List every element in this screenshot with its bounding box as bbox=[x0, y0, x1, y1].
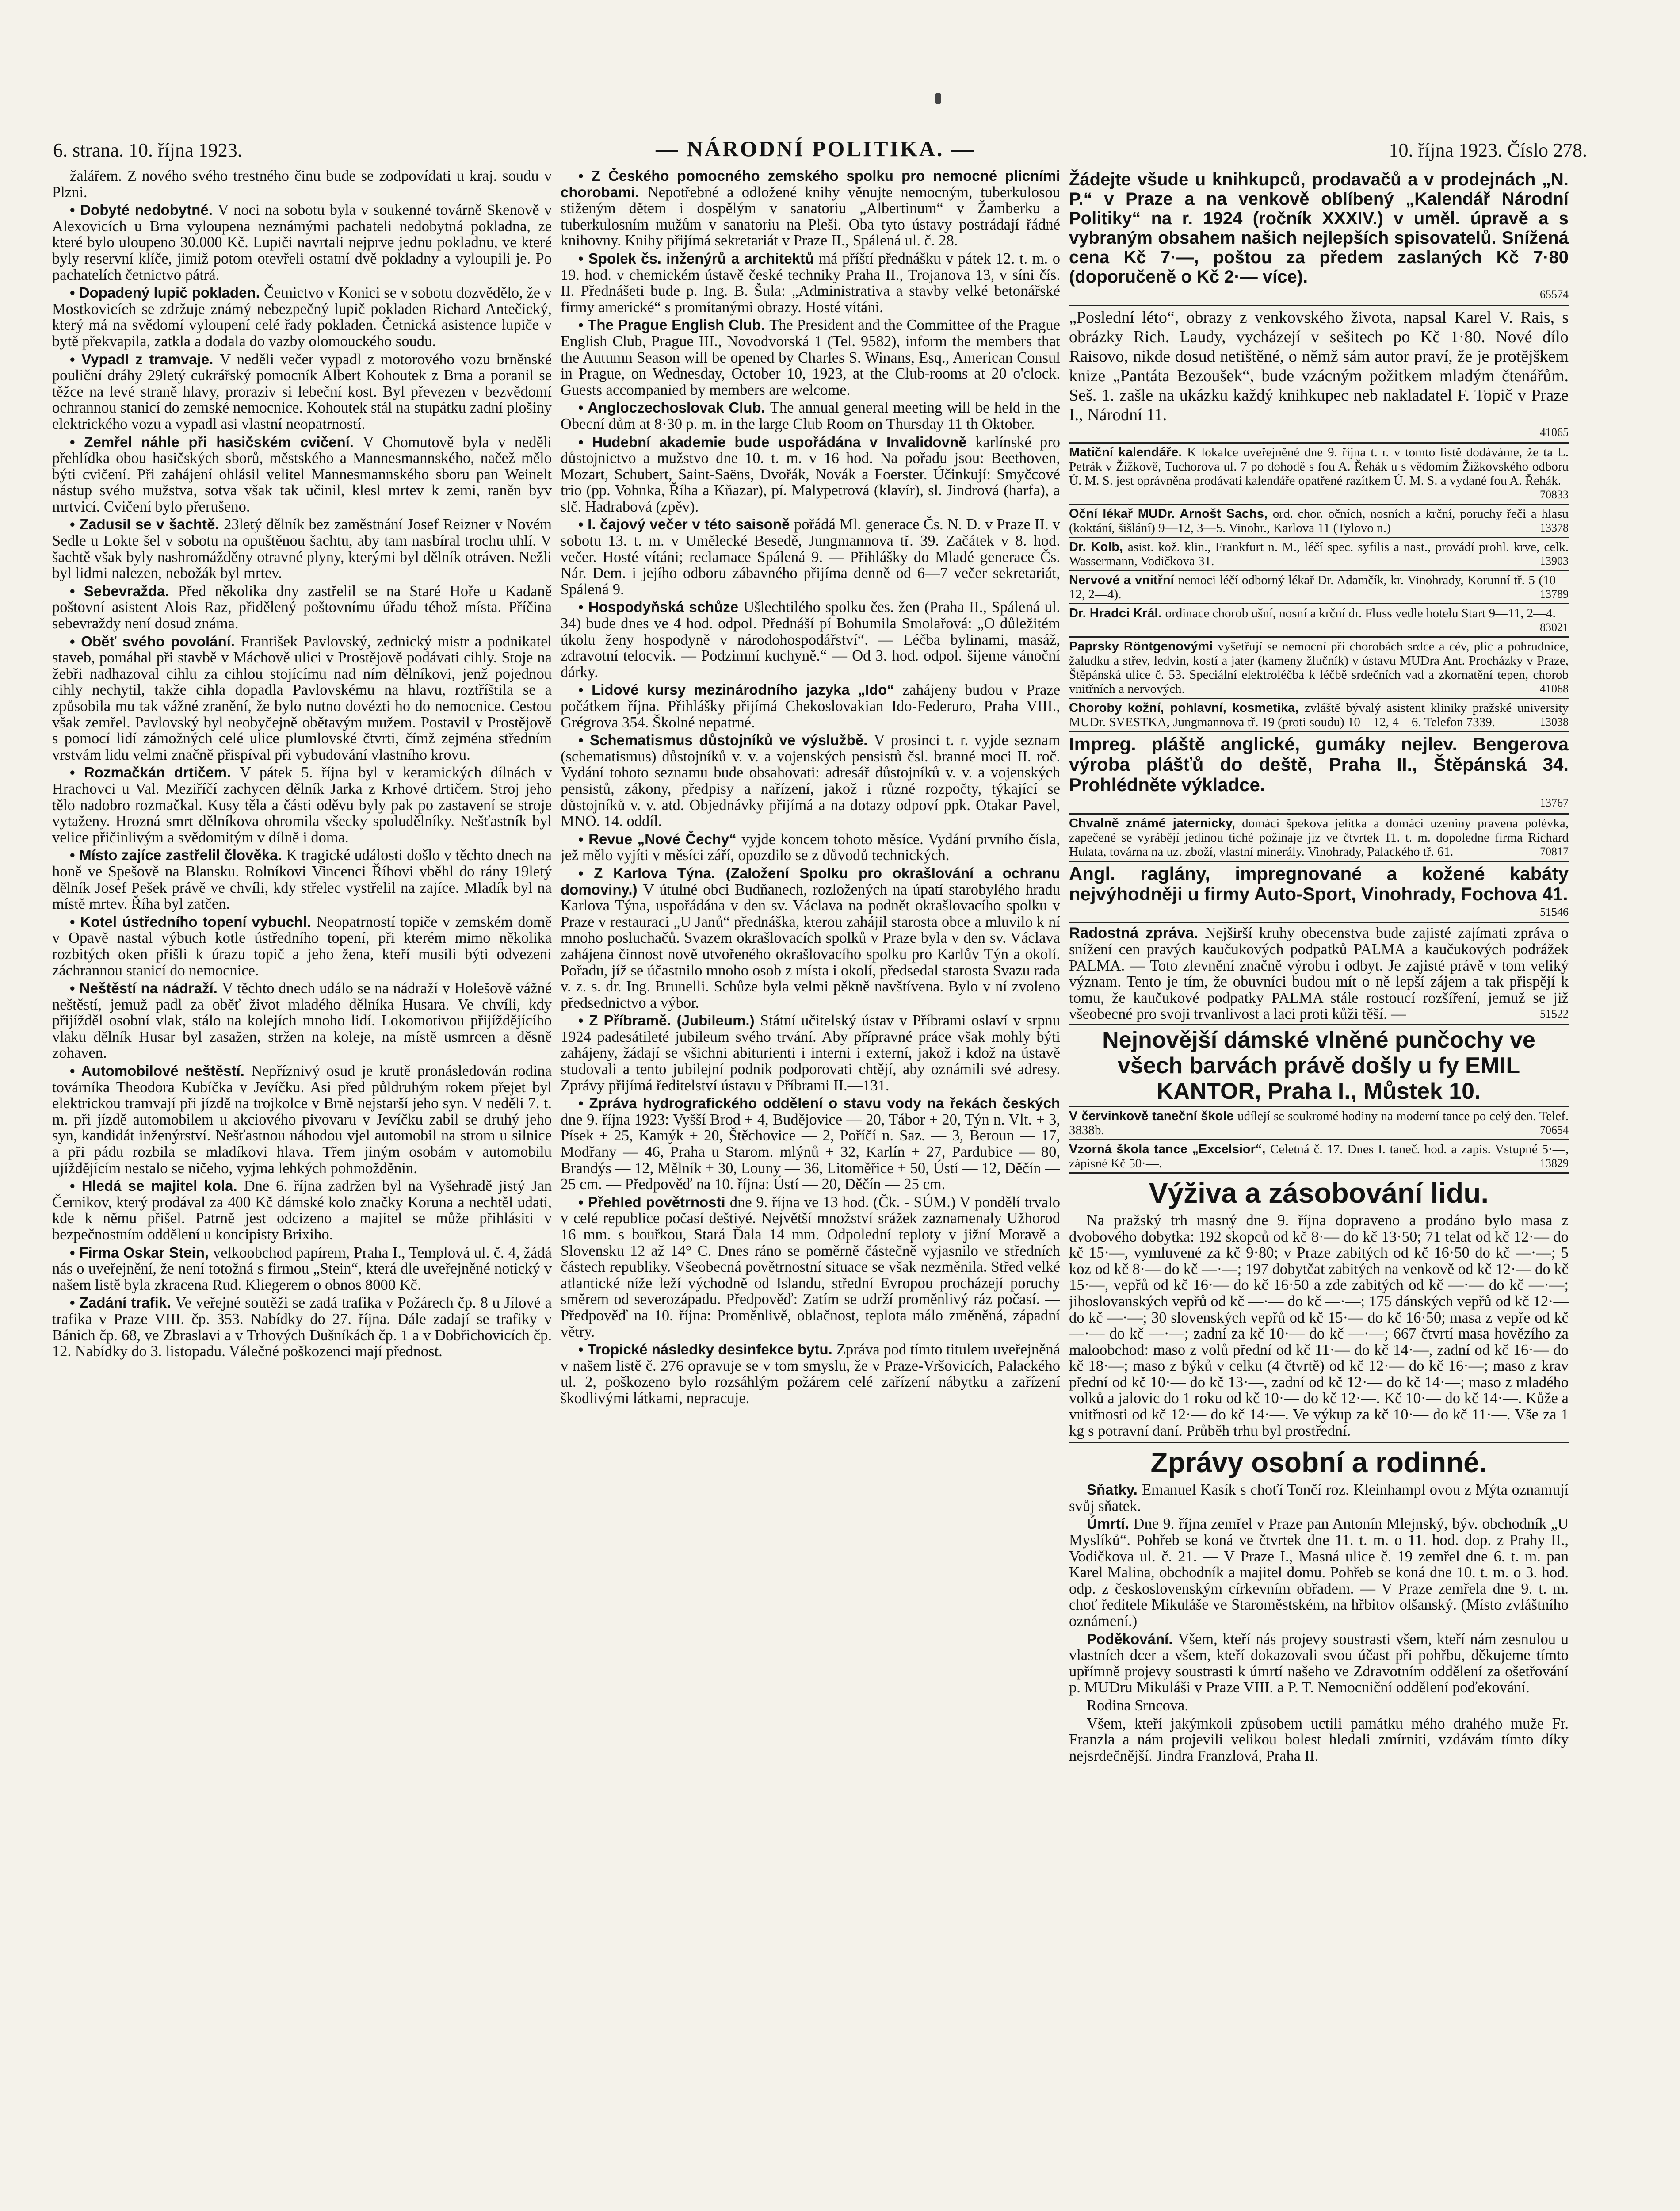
news-item-text: karlínské pro důstojnictvo a mužstvo dne 10. t. m. v 16 hod. Na pořadu jsou: Beethoven, Mozart, Schubert, Saint-Saëns, Dvořák, Novák a Foerster. Účinkují: Smyčcové trio (pp. Vohnka, Říha a Kňazar), pí. Malypetrová (klavír), sl. Jindrová (harfa), a slč. Hadrabová (zpěv). bbox=[561, 433, 1060, 515]
news-item-text: K lokalce uveřejněné dne 9. října t. r. v tomto listě dodáváme, že ta L. Petrák v Žižkově, Tuchorova ul. 7 po dohodě s fou A. Řehák u s vědomím Žižkovského odboru Ú. M. S. jest oprávněna prodávati kalendáře opatřené razítkem Ú. M. S. a vydané fou A. Řehák. bbox=[1069, 445, 1569, 488]
column-1 bbox=[52, 168, 552, 2211]
news-item bbox=[561, 599, 1060, 680]
news-item-title: • Hospodyňská schůze bbox=[578, 599, 744, 616]
news-item-text: Před několika dny zastřelil se na Staré Hoře u Kadaně poštovní asistent Alois Raz, přidělený poštovnímu úřadu téhož místa. Příčina sebevraždy není dosud známa. bbox=[52, 582, 552, 632]
dance-ads bbox=[1069, 1109, 1569, 1174]
news-item-title: V červinkově taneční škole bbox=[1069, 1109, 1238, 1123]
news-item-text: K tragické události došlo v těchto dnech na honě ve Spešově na Blansku. Rolníkovi Vincenci Říhovi vběhl do rány 19letý dělník Josef Pešek právě ve chvíli, kdy střelec vystřelil na zajíce. Mladík byl na místě mrtev. Říha byl zatčen. bbox=[52, 847, 552, 913]
personal-news bbox=[1069, 1482, 1569, 1764]
news-item-text: Všem, kteří jakýmkoli způsobem uctili památku mého drahého muže Fr. Franzla a nám projevili velikou bolest hledali zmírniti, vzdávám tímto díky nejsrdečnější. Jindra Franzlová, Praha II. bbox=[1069, 1715, 1569, 1764]
news-item-text: V neděli večer vypadl z motorového vozu brněnské pouliční dráhy 29letý cukrářský pomocník Albert Kohoutek z Brna a poranil se těžce na levé straně hlavy, proraziv si lebeční kost. Byl převezen v bezvědomí ochrannou stanicí do zemské nemocnice. Kohoutek stál na stupátku zadní plošiny elektrického vozu a vypadl asi vlastní neopatrností. bbox=[52, 351, 552, 432]
header-right: 10. října 1923. Číslo 278. bbox=[1389, 139, 1587, 161]
news-item bbox=[1069, 1716, 1569, 1764]
news-item bbox=[1069, 1631, 1569, 1696]
news-item-title: • Zadusil se v šachtě. bbox=[70, 516, 224, 533]
news-item-text: V Chomutově byla v neděli přehlídka obou hasičských sborů, městského a Mannesmannského, načež mělo býti cvičení. Při zahájení ohlásil velitel Mannesmannského sboru pan Weinelt nástup svého mužstva, sotva však tak učinil, klesl mrtev k zemi, raněn byv mrtvicí. Cvičení bylo přerušeno. bbox=[52, 433, 552, 515]
news-item-title: • Rozmačkán drtičem. bbox=[70, 764, 240, 781]
news-item-text: Dne 6. října zadržen byl na Vyšehradě jistý Jan Černikov, který prodával za 400 Kč dámské kolo značky Koruna a nechtěl udati, kde k němu přišel. Patrně jest odcizeno a majitel se může přihlásiti v bezpečnostním oddělení u koncipisty Brixiho. bbox=[52, 1178, 552, 1243]
news-item bbox=[52, 1295, 552, 1359]
news-item bbox=[561, 251, 1060, 315]
news-item-text: Nepříznivý osud je krutě pronásledován rodina továrníka Theodora Kubíčka v Jevíčku. Asi před půldruhým rokem přejet byl elektrickou tramvají při jízdě na trojkolce v Brně nejstarší jeho syn. V neděli 7. t. m. při jízdě automobilem u akciového pivovaru v Jevíčku zabil se druhý jeho syn, kandidát inženýrství. Nešťastnou náhodou vjel automobil na strom u silnice a při pádu rozbila se mladíkovi hlava. Třem jiným osobám v automobilu ujíždějícím nestalo se ničeho, vyjma lehkých pohmožděnin. bbox=[52, 1063, 552, 1177]
ad-text: domácí špekova jelítka a domácí uzeniny pravena polévka, zapečené se vyrábějí jedinou tiché požinaje jiz ve čtvrtek 11. t. m. dopoledne firma Richard Hulata, továrna na uz. zboží, vlastní minerály. Vinohrady, Palackého tř. 61. bbox=[1069, 816, 1569, 859]
ink-mark bbox=[935, 93, 941, 104]
news-item-title: • The Prague English Club. bbox=[578, 317, 770, 333]
masthead: — NÁRODNÍ POLITIKA. — bbox=[656, 136, 976, 161]
news-item-title: • Firma Oskar Stein, bbox=[70, 1244, 213, 1261]
ad-posledni-leto-text: „Poslední léto“, obrazy z venkovského života, napsal Karel V. Rais, s obrázky Rich. Laudy, vycházejí v sešitech po Kč 1·80. Nové dílo Raisovo, nikde dosud netištěné, o němž sám autor praví, že je protějškem knize „Pantáta Bezoušek“, bude vzácným požitkem mladým čtenářům. Seš. 1. zašle na ukázku každý knihkupec neb nakladatel F. Topič v Praze I., Národní 11. bbox=[1069, 308, 1569, 424]
ad-kalendar bbox=[1069, 170, 1569, 306]
news-item-title: Úmrtí. bbox=[1087, 1515, 1134, 1532]
news-item bbox=[52, 583, 552, 632]
ad-title: Radostná zpráva. bbox=[1069, 925, 1199, 942]
ad-raincoats bbox=[1069, 734, 1569, 815]
news-item-text: Ve veřejné soutěži se zadá trafika v Požárech čp. 8 u Jílové a trafika v Praze VIII. čp. 353. Nabídky do 27. října. Dále zadají se trafiky v Bánich čp. 68, ve Zbraslavi a v Trhových Dušníkách čp. 1 a v Dobřichovicích čp. 12. Nabídky do 3. listopadu. Válečné poškozenci mají přednost. bbox=[52, 1294, 552, 1360]
news-item bbox=[1069, 1109, 1569, 1140]
news-item-title: Vzorná škola tance „Excelsior“, bbox=[1069, 1142, 1271, 1156]
news-item-text: Všem, kteří nás projevy soustrasti všem, kteří nám zesnulou u vlastních dcer a všem, kteří dokazovali svou účast při pohřbu, děkujeme tímto upřímně projevy soustrasti k úmrtí našeho ve Zdravotním oddělení za ošetřování p. MUDru Mikuláši v Praze VIII. a P. T. Nemocniční oddělení poďekování. bbox=[1069, 1630, 1569, 1696]
news-item bbox=[561, 1342, 1060, 1406]
news-item-title: • Tropické následky desinfekce bytu. bbox=[578, 1341, 836, 1358]
news-item-text: V pátek 5. října byl v keramických dílnách v Hrachovci u Val. Meziříčí zachycen dělník Jarka z Krhové drtičem. Stroj jeho tělo nadobro rozmačkal. Kusy těla a části oděvu byly pak po zastavení se stroje vytaženy. Hrozná smrt dělníkova ohromila všecky spoludělníky. Nešťastník byl velice přičinlivým a svědomitým v dílně i doma. bbox=[52, 764, 552, 846]
news-item bbox=[52, 847, 552, 912]
news-item bbox=[1069, 1516, 1569, 1629]
news-item-title: • Revue „Nové Čechy“ bbox=[578, 830, 742, 847]
news-item bbox=[561, 831, 1060, 864]
news-item-title: • Zpráva hydrografického oddělení o stavu vody na řekách českých bbox=[578, 1095, 1060, 1112]
news-item bbox=[52, 516, 552, 581]
news-item-text: Státní učitelský ústav v Příbrami oslaví v srpnu 1924 padesátileté jubileum svého trvání. Aby přípravné práce však mohly býti zahájeny, žádají se všichni abiturienti i interni i externí, jakož i kdož na ústavě studovali a tento jubilejní podnik podporovati chtějí, aby oznámili své adresy. Zprávy přijímá ředitelství ústavu v Příbrami II.—131. bbox=[561, 1012, 1060, 1094]
market-report: Na pražský trh masný dne 9. října dopraveno a prodáno bylo masa z dvobového dobytka: 192 skopců od kč 8·— do kč 13·50; 71 telat od kč 12·— do kč 15·—, vymluvené za kč 9·80; v Praze zabitých od kč 16·50 do kč —·—; 5 koz od kč 8·— do kč —·—; 197 dobytčat zabitých na venkově od kč 12·— do kč 15·—, vepřů od kč 16·— do kč 16·50 a zde zabitých od kč —·— do kč —·—; jihoslovanských vepřů od kč —·— do kč —·—; 175 dánských vepřů od kč 12·— do kč —·—; 30 slovenských vepřů od kč 15·— do kč 16·50; masa z vepře od kč —·— do kč —·—; zadní za kč 10·— do kč —·—; 667 čtvrtí masa hovězího za maloobchod: maso z volů přední od kč 11·— do kč 14·—, zadní od kč 16·— do kč 18·—; maso z býků v celku (4 čtvrtě) od kč 12·— do kč 16·—; maso z krav přední od kč 10·— do kč 13·—, zadní od kč 12·— do kč 14·—; maso z mladého volků a jalovic do 1 roku od kč 10·— do kč 12·—. Kč 10·— do kč 14·—. Kůže a vnitřnosti od kč 12·— do kč 14·—. Ve výkup za kč 10·— do kč 11·—. Vše za 1 kg s potravní daní. Průběh trhu byl prostřední. bbox=[1069, 1212, 1569, 1439]
news-item-text: V útulné obci Budňanech, rozložených na úpatí starobylého hradu Karlova Týna, uspořádána v den sv. Václava na podnět okrašlovacího spolku v Praze v restauraci „U Janů“ přednáška, kterou zahájil starosta obce a mluvilo k ní mnoho posluchačů. Svazem okrašlovacích spolků v Praze byla v den sv. Václava zahájena činnost nově utvořeného okrašlovacího spolku pro Karlův Týn a okolí. Pořadu, jíž se účastnilo mnoho osob z místa i okolí, předsedal starosta Svazu rada v. z. s. dr. Ing. Brunelli. Schůze byla velmi pěkně navštívena. Bylo v ní zvoleno předsednictvo a výbor. bbox=[561, 881, 1060, 1011]
news-item bbox=[1069, 445, 1569, 505]
news-item-title: • Dobyté nedobytné. bbox=[70, 202, 218, 218]
news-item bbox=[52, 634, 552, 763]
ad-kantor-text: Nejnovější dámské vlněné punčochy ve všech barvách právě došly u fy EMIL KANTOR, Praha I., Můstek 10. bbox=[1102, 1027, 1535, 1104]
news-item-text: ord. chor. očních, nosních a krční, poruchy řeči a hlasu (koktání, šišlání) 9—12, 3—5. Vinohr., Karlova 11 (Tylovo n.) bbox=[1069, 507, 1569, 536]
ad-text: Nejširší kruhy obecenstva bude zajisté zajímati zpráva o snížení cen pravých kaučukových podpatků PALMA a kaučukových podrážek PALMA. — Toto zlevnění značně výrobu i odbyt. Je zajisté právě v tom veliký význam. Tento je tím, že obuvníci budou mít o ně lepší zájem a tak přispějí k tomu, že kaučukové podpatky PALMA stále rostoucí rozšíření, jemuž se již všeobecné pro svoji trvanlivost a laci proti kůži těší. — bbox=[1069, 925, 1569, 1023]
news-item-title: Dr. Hradci Král. bbox=[1069, 606, 1165, 621]
news-item-text: udílejí se soukromé hodiny na moderní tance po celý den. Telef. 3838b. bbox=[1069, 1109, 1569, 1137]
news-item bbox=[1069, 1482, 1569, 1514]
news-item bbox=[561, 682, 1060, 731]
column-2 bbox=[561, 168, 1060, 2211]
divider bbox=[1069, 1442, 1569, 1443]
news-item-text: asist. kož. klin., Frankfurt n. M., léčí spec. syfilis a nast., provádí prohl. krve, celk. Wassermann, Vodičkova 31. bbox=[1069, 540, 1569, 569]
news-item-title: Oční lékař MUDr. Arnošt Sachs, bbox=[1069, 507, 1273, 521]
news-item-text: František Pavlovský, zednický mistr a podnikatel staveb, pomáhal při stavbě v Máchově ulici v Prostějově podávati cihly. Stoje na žebři nadhazoval cihlu za cihlou stojícímu nad ním dělníkovi, jenž pojednou cihly nechytil, takže cihla dopadla Pavlovskému na hlavu, roztříštila se a způsobila mu tak vážné zranění, že bylo nutno dovézti ho do nemocnice. Cestou však zemřel. Pavlovský byl neobyčejně obětavým mužem. Postavil v Prostějově s pomocí lidí zámožných celé ulice plumlovské čtvrti, čímž zejména středním vrstvám lidu velmi značně přispíval při vybudování vlastního krovu. bbox=[52, 633, 552, 763]
news-item bbox=[1069, 606, 1569, 638]
news-item-title: Sňatky. bbox=[1087, 1481, 1142, 1498]
news-item-text: vyšetřují se nemocní při chorobách srdce a cév, plic a pohrudnice, žaludku a střev, ledvin, kostí a jater (kameny žlučník) v ústavu MUDra Ant. Procházky v Praze, Štěpánská ulice č. 53. Speciální elektroléčba k léčbě srdečních vad a zkornatění tepen, chorob vnitřních a nervových. bbox=[1069, 639, 1569, 696]
news-item-title: • Sebevražda. bbox=[70, 582, 178, 599]
news-item-text: The President and the Committee of the Prague English Club, Prague III., Novodvorská 1 (Tel. 9582), inform the members that the Autumn Season will be opened by Charles S. Winans, Esq., American Consul in Prague, on Wednesday, October 10, 1923, at the Club-rooms at 20 o'clock. Guests accompanied by members are welcome. bbox=[561, 317, 1060, 398]
news-item bbox=[1069, 1698, 1569, 1714]
news-item-text: dne 9. října ve 13 hod. (Čk. - SÚM.) V pondělí trvalo v celé republice počasí deštivé. Největší množství srážek zaznamenaly Užhorod 16 mm. s bouřkou, Stará Ďala 14 mm. Odpolední teploty v jižní Moravě a Slovensku 12 až 14° C. Dnes ráno se poměrně částečně vyjasnilo ve středních částech republiky. Všeobecná povětrnostní situace se však nezměnila. Střed velké atlantické níže leží východně od Islandu, střední Evropou procházejí poruchy směrem od severozápadu. Předpověď: Zatím se udrží proměnlivý ráz počasí. — Předpověď na 10. října: Proměnlivě, oblačnost, teplota málo změněná, západní větry. bbox=[561, 1193, 1060, 1340]
news-item-text: Ušlechtilého spolku čes. žen (Praha II., Spálená ul. 34) bude dnes ve 4 hod. odpol. Přednáší pí Bohumila Smolařová: „O důležitém úkolu ženy hospodyně v národohospodářství“. — Léčba bylinami, masáž, zdravotní telocvik. — Podzimní kuchyně.“ — Od 3. hod. odpol. šijeme vánoční dárky. bbox=[561, 599, 1060, 681]
news-item bbox=[52, 1063, 552, 1176]
news-item-text: V noci na sobotu byla v soukenné továrně Skenově v Alexovicích u Brna vyloupena neznámými pachateli nedobytná pokladna, ze které bylo uloupeno 30.000 Kč. Lupiči navrtali nejprve jednu pokladnu, ve které byly reservní klíče, jimiž potom otevřeli ostatní dvě pokladny a vyloupili je. Po pachatelích četnictvo pátrá. bbox=[52, 202, 552, 283]
news-item-text: Rodina Srncova. bbox=[1087, 1697, 1188, 1714]
news-item-title: • Z Příbramě. (Jubileum.) bbox=[578, 1012, 760, 1029]
news-item-text: pořádá Ml. generace Čs. N. D. v Praze II. v sobotu 13. t. m. v Umělecké Besedě, Jungmannova tř. 39. Začátek v 8. hod. večer. Hosté vítáni; reclamace Spálená 9. — Přihlášky do Mladé generace Čs. Nár. Dem. i jejího odboru zábavného přijíma denně od 6—7 večer sekretariát, Spálená 9. bbox=[561, 516, 1060, 598]
news-item-text: žalářem. Z nového svého trestného činu bude se zodpovídati u kraj. soudu v Plzni. bbox=[52, 168, 552, 201]
news-item bbox=[561, 168, 1060, 249]
ad-number: 13789 bbox=[1540, 588, 1569, 601]
news-item-text: The annual general meeting will be held in the Obecní dům at 8·30 p. m. in the large Club Room on Thursday 11 th Oktober. bbox=[561, 399, 1060, 432]
news-item-text: nemoci léčí odborný lékař Dr. Adamčík, kr. Vinohrady, Korunní tř. 5 (10—12, 2—4). bbox=[1069, 573, 1569, 602]
news-item bbox=[52, 914, 552, 979]
ad-number: 65574 bbox=[1540, 288, 1569, 301]
ad-title: Chvalně známé jaternicky, bbox=[1069, 816, 1236, 830]
ad-number: 13038 bbox=[1540, 715, 1569, 729]
ad-number: 83021 bbox=[1540, 621, 1569, 634]
news-item-text: Neopatrností topiče v zemském domě v Opavě nastal výbuch kotle ústředního topení, při kterém mimo několika rozbitých oken přišli k úrazu topič a jeho žena, kteří musili býti odvezeni záchrannou stanicí do nemocnice. bbox=[52, 913, 552, 979]
news-item bbox=[561, 732, 1060, 830]
news-item-text: Nepotřebné a odložené knihy věnujte nemocným, tuberkulosou stiženým dětem i dospělým v sanatoriu „Albertinum“ v Žamberku a tuberkulosním mužům v sanatoriu na Pleši. Oba tyto ústavy postrádají řádné knihovny. Knihy přijímá sekretariát v Praze II., Spálená ul. č. 28. bbox=[561, 184, 1060, 249]
news-item bbox=[52, 434, 552, 515]
ad-jaternicky bbox=[1069, 816, 1569, 862]
news-item bbox=[561, 1013, 1060, 1094]
news-item-title: • Hledá se majitel kola. bbox=[70, 1178, 244, 1194]
news-item bbox=[52, 1178, 552, 1243]
news-item bbox=[52, 1245, 552, 1293]
page-header bbox=[53, 130, 1587, 161]
news-item bbox=[561, 434, 1060, 515]
news-item bbox=[561, 516, 1060, 597]
ad-raglany-text: Angl. raglány, impregnované a kožené kabáty nejvýhodněji u firmy Auto-Sport, Vinohrady, Fochova 41. bbox=[1069, 863, 1569, 904]
news-item-text: Zpráva pod tímto titulem uveřejněná v našem listě č. 276 opravuje se v tom smyslu, že v Praze-Vršovicích, Palackého ul. 2, poškozeno bylo rozsáhlým požárem celé zařízení nábytku a zařízení škodlivými látkami, nepracuje. bbox=[561, 1341, 1060, 1407]
news-item-title: • Kotel ústředního topení vybuchl. bbox=[70, 913, 317, 930]
news-item-title: • Spolek čs. inženýrů a architektů bbox=[578, 250, 819, 267]
ad-number: 70654 bbox=[1540, 1123, 1569, 1136]
news-item-title: • Hudební akademie bude uspořádána v Invalidovně bbox=[578, 433, 976, 450]
news-item bbox=[1069, 507, 1569, 538]
news-item-title: • Dopadený lupič pokladen. bbox=[70, 284, 264, 301]
ad-number: 13378 bbox=[1540, 521, 1569, 535]
news-item-text: vyjde koncem tohoto měsíce. Vydání prvního čísla, jež mělo vyjíti v měsíci září, opozdilo se z důvodů technických. bbox=[561, 830, 1060, 864]
news-item-title: • Zadání trafik. bbox=[70, 1294, 176, 1311]
news-item-title: Dr. Kolb, bbox=[1069, 540, 1128, 555]
column-3 bbox=[1069, 168, 1569, 2211]
news-item-title: • Z Českého pomocného zemského spolku pro nemocné plicními chorobami. bbox=[561, 168, 1060, 200]
news-item-text: 23letý dělník bez zaměstnání Josef Reizner v Novém Sedle u Lokte šel v sobotu na opuštěnou šachtu, aby tam nasbíral trochu uhlí. V šachtě však byly nashromážděny otravné plyny, kterými byl dělník otráven. Nežli byl lidmi nalezen, nebožák byl mrtev. bbox=[52, 516, 552, 582]
ad-number: 41068 bbox=[1540, 682, 1569, 696]
news-item bbox=[561, 317, 1060, 398]
news-item-title: • I. čajový večer v této saisoně bbox=[578, 516, 794, 533]
news-item-title: Poděkování. bbox=[1087, 1630, 1178, 1647]
ad-palma bbox=[1069, 925, 1569, 1025]
news-item-text: Emanuel Kasík s choťí Tončí roz. Kleinhampl ovou z Mýta oznamují svůj sňatek. bbox=[1069, 1481, 1569, 1515]
news-item bbox=[561, 865, 1060, 1011]
news-item-title: • Místo zajíce zastřelil člověka. bbox=[70, 847, 286, 864]
news-item bbox=[1069, 639, 1569, 699]
news-item-title: • Z Karlova Týna. (Založení Spolku pro okrašlování a ochranu domoviny.) bbox=[561, 865, 1060, 898]
news-item-title: Nervové a vnitřní bbox=[1069, 573, 1178, 588]
news-item-title: Matiční kalendáře. bbox=[1069, 445, 1187, 460]
news-item bbox=[1069, 573, 1569, 604]
ad-number: 41065 bbox=[1540, 425, 1569, 439]
ad-number: 13767 bbox=[1540, 796, 1569, 810]
ad-number: 13903 bbox=[1540, 555, 1569, 568]
news-item-text: má příští přednášku v pátek 12. t. m. o 19. hod. v chemickém ústavě české techniky Praha II., Trojanova 13, v síni čís. II. Přednášeti bude p. Ing. B. Šula: „Administrativa a stavby velké betonářské firmy americké“ s promítanými obrazy. Hosté vítáni. bbox=[561, 250, 1060, 316]
news-item-title: • Oběť svého povolání. bbox=[70, 633, 241, 650]
news-item bbox=[52, 765, 552, 845]
news-item-title: Choroby kožní, pohlavní, kosmetika, bbox=[1069, 701, 1305, 715]
news-item bbox=[561, 1095, 1060, 1193]
header-left: 6. strana. 10. října 1923. bbox=[53, 139, 242, 161]
ad-kantor bbox=[1069, 1027, 1569, 1107]
news-item-title: • Automobilové neštěstí. bbox=[70, 1063, 252, 1079]
ad-number: 51522 bbox=[1540, 1007, 1569, 1021]
ad-number: 70817 bbox=[1540, 845, 1569, 858]
section-title-vyziva: Výživa a zásobování lidu. bbox=[1149, 1177, 1489, 1209]
news-item bbox=[52, 168, 552, 200]
news-item-text: ordinace chorob ušní, nosní a krční dr. Fluss vedle hotelu Start 9—11, 2—4. bbox=[1165, 606, 1556, 621]
news-item bbox=[1069, 540, 1569, 571]
ad-number: 13829 bbox=[1540, 1156, 1569, 1170]
news-item-text: dne 9. října 1923: Vyšší Brod + 4, Budějovice — 20, Tábor + 20, Týn n. Vlt. + 3, Písek + 25, Kamýk + 20, Štěchovice — 2, Poříčí n. Saz. — 3, Beroun — 17, Modřany — 46, Praha u Starom. mlýnů + 32, Karlín + 27, Pardubice — 80, Brandýs — 12, Mělník + 30, Louny — 36, Litoměřice + 50, Ústí — 12, Děčín — 25 cm. — Předpověď na 10. října: Ústí — 20, Děčín — 25 cm. bbox=[561, 1111, 1060, 1193]
ad-number: 70833 bbox=[1540, 488, 1569, 501]
news-item-text: Celetná č. 17. Dnes I. taneč. hod. a zapis. Vstupné 5·—, zápisné Kč 50·—. bbox=[1069, 1142, 1569, 1171]
news-item-text: zvláště bývalý asistent kliniky pražské university MUDr. SVESTKA, Jungmannova tř. 19 (proti soudu) 10—12, 4—6. Telefon 7339. bbox=[1069, 701, 1569, 730]
ad-raincoats-text: Impreg. pláště anglické, gumáky nejlev. Bengerova výroba plášťů do deště, Praha II., Štěpánská 34. Prohlédněte výkladce. bbox=[1069, 734, 1569, 796]
news-item-text: Dne 9. října zemřel v Praze pan Antonín Mlejnský, býv. obchodník „U Myslíků“. Pohřeb se koná ve čtvrtek dne 11. t. m. o 11. hod. dop. z Prahy II., Vodičkova ul. č. 21. — V Praze I., Masná ulice č. 19 zemřel dne 6. t. m. pan Karel Malina, obchodník a majitel domu. Pohřeb se koná dne 10. t. m. o 3. hod. odp. z československým církevním obřadem. — V Praze zemřela dne 9. t. m. choť ředitele Mikuláše ve Staroměstském, na hřbitov olšanský. (Místo zvláštního oznámení.) bbox=[1069, 1515, 1569, 1630]
news-item bbox=[1069, 1142, 1569, 1174]
news-item bbox=[52, 202, 552, 283]
news-item-text: V prosinci t. r. vyjde seznam (schematismus) důstojníků v. v. a vojenských pensistů čsl. branné moci II. roč. Vydání tohoto seznamu bude obsahovati: adresář důstojníků v. v. a vojenských pensistů, zákony, předpisy a nařízení, jakož i různé rozpočty, týkající se důstojníků v. v. atd. Objednávky přijímá a na dotazy odpoví ppk. Otakar Pavel, MNO. 14. oddíl. bbox=[561, 732, 1060, 830]
news-item bbox=[52, 285, 552, 349]
news-item-text: velkoobchod papírem, Praha I., Templová ul. č. 4, žádá nás o uveřejnění, že není totožná s firmou „Stein“, která dle uveřejněné notický v našem listě byla zkracena Rud. Kliegerem o obnos 8000 Kč. bbox=[52, 1244, 552, 1293]
ad-posledni-leto bbox=[1069, 308, 1569, 444]
news-item-text: zahájeny budou v Praze počátkem října. Přihlášky přijímá Chekoslovakian Ido-Federuro, Praha VIII., Grégrova 354. Školné nepatrné. bbox=[561, 681, 1060, 731]
news-item bbox=[561, 1194, 1060, 1340]
news-item bbox=[561, 400, 1060, 432]
news-item-title: • Neštěstí na nádraží. bbox=[70, 980, 222, 997]
section-title-zpravy: Zprávy osobní a rodinné. bbox=[1150, 1446, 1487, 1479]
ad-raglany bbox=[1069, 864, 1569, 924]
ad-kalendar-text: Žádejte všude u knihkupců, prodavačů a v prodejnách „N. P.“ v Praze a na venkově oblíbený „Kalendář Národní Politiky“ na r. 1924 (ročník XXXIV.) v uměl. úpravě a s vybraným obsahem našich nejlepších spisovatelů. Snížená cena Kč 7·—, poštou za předem zaslaných Kč 7·80 (doporučeně o Kč 2·— více). bbox=[1069, 170, 1569, 287]
news-item bbox=[52, 352, 552, 432]
news-item-text: V těchto dnech událo se na nádraží v Holešově vážné neštěstí, jemuž padl za oběť život mladého dělníka Husara. Ve chvíli, kdy přijížděl osobní vlak, stálo na kolejích mnoho lidí. Lokomotivou přijíždějícího vlaku dělník Husar byl zasažen, stržen na koleje, na místě usmrcen a děsně zohaven. bbox=[52, 980, 552, 1062]
news-item-title: • Zemřel náhle při hasičském cvičení. bbox=[70, 433, 363, 450]
news-item-title: Paprsky Röntgenovými bbox=[1069, 639, 1218, 654]
ad-number: 51546 bbox=[1540, 905, 1569, 918]
news-item-title: • Schematismus důstojníků ve výslužbě. bbox=[578, 732, 874, 749]
news-item-title: • Lidové kursy mezinárodního jazyka „Ido“ bbox=[578, 681, 903, 698]
news-item-title: • Angloczechoslovak Club. bbox=[578, 399, 770, 416]
news-item-text: Četnictvo v Konici se v sobotu dozvědělo, že v Mostkovicích se zdržuje známý nebezpečný lupič pokladen Richard Antečický, který má na svědomí vyloupení celé řady pokladen. Četnická asistence lupiče v bytě překvapila, zatkla a dodala do vazby olomouckého soudu. bbox=[52, 284, 552, 350]
news-item bbox=[52, 980, 552, 1061]
news-item bbox=[1069, 701, 1569, 732]
news-item-title: • Vypadl z tramvaje. bbox=[70, 351, 220, 367]
small-ads bbox=[1069, 445, 1569, 732]
news-item-title: • Přehled povětrnosti bbox=[578, 1193, 730, 1210]
